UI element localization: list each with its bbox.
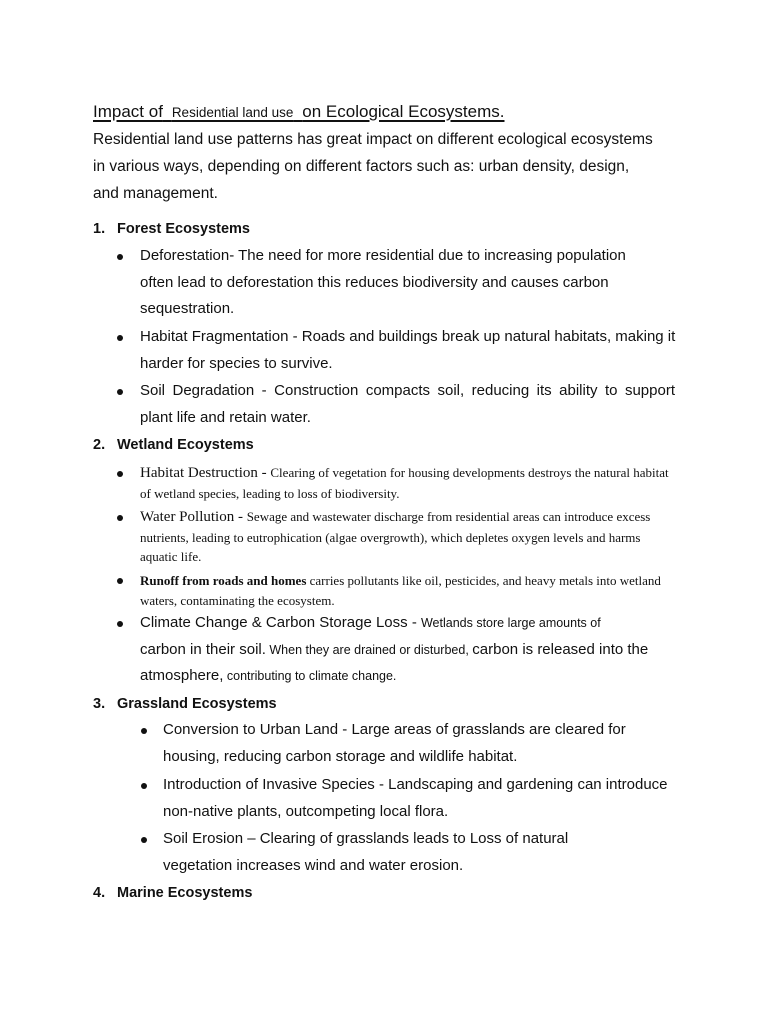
list-item-habitat-fragmentation: Habitat Fragmentation - Roads and buildings break up natural habitats, making it harder for species to survive.	[140, 328, 676, 372]
item-text: When they are drained or disturbed,	[265, 642, 473, 657]
list-item-water-pollution	[140, 507, 675, 567]
item-text: Wetlands store large amounts of	[420, 616, 601, 630]
bullet-icon	[117, 515, 123, 521]
item-text: carries pollutants like oil, pesticides, and heavy metals into wetland waters, contaminating the ecosystem.	[140, 573, 661, 608]
title-part-1: Impact of	[93, 102, 163, 121]
list-item-soil-erosion: Soil Erosion – Clearing of grasslands leads to Loss of natural vegetation increases wind and water erosion.	[163, 830, 569, 874]
bullet-icon	[141, 728, 147, 734]
item-lead: Runoff from roads and homes	[140, 573, 307, 588]
document-title	[93, 88, 505, 125]
section-title: Grassland Ecosystems	[117, 696, 277, 712]
item-text: carbon in their soil.	[140, 640, 266, 658]
list-item-climate-change	[140, 610, 680, 690]
list-item-runoff	[140, 571, 680, 610]
bullet-icon	[117, 335, 123, 341]
section-heading-marine	[93, 883, 252, 903]
title-part-3: on Ecological Ecosystems.	[302, 102, 505, 121]
section-heading-forest	[93, 219, 250, 239]
section-number: 2.	[93, 437, 106, 453]
bullet-icon	[117, 621, 123, 627]
bullet-icon	[117, 578, 123, 584]
list-item-conversion-urban-land: Conversion to Urban Land - Large areas of grasslands are cleared for housing, reducing carbon storage and wildlife habitat.	[163, 721, 626, 765]
item-lead: Climate Change & Carbon Storage Loss -	[140, 614, 421, 631]
bullet-icon	[117, 389, 123, 395]
item-lead: Habitat Destruction -	[140, 465, 271, 481]
list-item-habitat-destruction	[140, 463, 680, 503]
list-item-soil-degradation: Soil Degradation - Construction compacts soil, reducing its ability to support plant life and retain water.	[140, 382, 675, 426]
section-number: 3.	[93, 696, 106, 712]
item-text: Clearing of vegetation for housing developments destroys the natural habitat of wetland species, leading to loss of biodiversity.	[140, 465, 669, 501]
section-title: Forest Ecosystems	[117, 221, 250, 237]
section-title: Wetland Ecoystems	[117, 437, 254, 453]
section-number: 4.	[93, 885, 106, 901]
list-item-invasive-species: Introduction of Invasive Species - Landscaping and gardening can introduce non-native plants, outcompeting local flora.	[163, 776, 668, 820]
bullet-icon	[117, 254, 123, 260]
intro-paragraph: Residential land use patterns has great impact on different ecological ecosystems in various ways, depending on different factors such as: urban density, design, and management.	[93, 131, 653, 202]
list-item-deforestation: Deforestation- The need for more residential due to increasing population often lead to deforestation this reduces biodiversity and causes carbon sequestration.	[140, 247, 626, 317]
item-text: Sewage and wastewater discharge from residential areas can introduce excess nutrients, leading to eutrophication (algae overgrowth), which depletes oxygen levels and harms aquatic life.	[140, 509, 651, 564]
title-part-2: Residential land use	[171, 105, 294, 120]
section-heading-grassland	[93, 694, 277, 714]
item-lead: Water Pollution -	[140, 509, 247, 525]
section-heading-wetland	[93, 435, 254, 455]
section-number: 1.	[93, 221, 106, 237]
section-title: Marine Ecosystems	[117, 885, 253, 901]
bullet-icon	[117, 471, 123, 477]
item-text: contributing to climate change.	[223, 669, 397, 683]
item-text: carbon is released into the atmosphere,	[140, 640, 649, 684]
bullet-icon	[141, 837, 147, 843]
bullet-icon	[141, 783, 147, 789]
